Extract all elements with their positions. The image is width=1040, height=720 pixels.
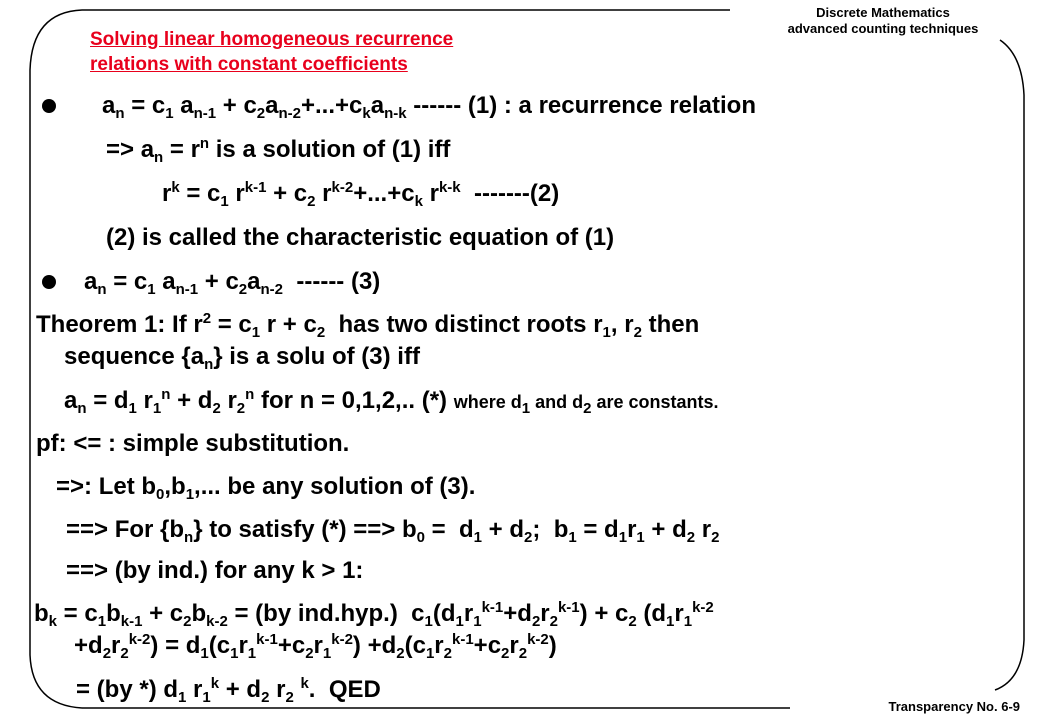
theorem-statement: Theorem 1: If $r^2 = c_1$ $r + c_2$ has two distinct roots $r_1$, $r_2$ then	[36, 310, 700, 341]
proof-line-4: ==> (by ind.) for any k > 1:	[66, 557, 364, 584]
theorem-lead: Theorem 1: If	[36, 311, 187, 338]
solution-condition-text: is a solution of (1) iff	[215, 136, 451, 163]
proof-line-3: ==> For $\{b_n\}$ to satisfy (*) ==> $b_0 = d_1 + d_2$; $b_1 = d_1r_1 + d_2$ $r_2$	[66, 516, 720, 546]
proof-let: =>: Let b	[56, 473, 157, 500]
characteristic-remark-text: (2) is called the characteristic equation of (1)	[106, 224, 615, 251]
bullet-icon	[42, 99, 56, 113]
course-subject: advanced counting techniques	[787, 21, 979, 36]
topic-line-2: relations with constant coefficients	[90, 54, 408, 75]
theorem-seq: sequence {a	[64, 343, 205, 370]
proof-any-solution: be any solution of (3).	[227, 473, 476, 500]
topic-line-1: Solving linear homogeneous recurrence	[90, 29, 454, 50]
characteristic-equation: $r^k = c_1$ $r^{k-1} + c_2$ $r^{k-2}+...+c_k$ $r^{k-k}$ -------(2)	[162, 179, 560, 210]
proof-line-2: =>: Let $b_0,b_1$,... be any solution of (3).	[56, 473, 476, 503]
eq2-tail: -------(2)	[473, 180, 560, 207]
bullet-icon	[42, 275, 56, 289]
proof-satisfy-b: } to satisfy (*) ==> b	[193, 516, 417, 543]
transparency-number: Transparency No. 6-9	[888, 699, 1020, 714]
recurrence-definition: $a_n = c_1$ $a_{n-1} + c_2a_{n-2}+...+c_ka_{n-k}$ ------ (1) : a recurrence relation	[102, 92, 756, 122]
eq1-tail: ------ (1) : a recurrence relation	[413, 92, 756, 119]
solution-condition: => $a_n = r^n$ is a solution of (1) iff	[106, 135, 451, 166]
course-title: Discrete Mathematics	[816, 5, 950, 20]
eq3-tail: ------ (3)	[296, 268, 381, 295]
constants-note-b: and d	[535, 392, 584, 412]
bk-derivation-cont: $+d_2r_2^{k-2}) = d_1(c_1r_1^{k-1}+c_2r_1^{k-2}) +d_2(c_1r_2^{k-1}+c_2r_2^{k-2})$	[74, 631, 557, 662]
general-solution: $a_n = d_1$ $r_1^n + d_2$ $r_2^n$ for n = 0,1,2,.. (*) where $d_1$ and $d_2$ are constants.	[64, 386, 719, 417]
theorem-then: then	[648, 311, 700, 338]
qed-mark: QED	[328, 676, 381, 703]
slide-topic	[90, 27, 453, 77]
theorem-mid: has two distinct roots r	[338, 311, 603, 338]
proof-line-1: pf: <= : simple substitution.	[36, 430, 350, 457]
characteristic-remark	[84, 224, 614, 252]
bk-hyp: = (by ind.hyp.)	[234, 600, 398, 627]
proof-satisfy-a: ==> For {b	[66, 516, 185, 543]
bk-derivation: $b_k = c_1b_{k-1} + c_2b_{k-2} = (by$ ind.hyp.) $c_1(d_1r_1^{k-1}+d_2r_2^{k-1}) + c_2$ ($d_1r_1^{k-2}$	[34, 599, 714, 630]
general-solution-range: for n = 0,1,2,.. (*)	[260, 387, 448, 414]
theorem-seq-tail: } is a solu of (3) iff	[213, 343, 420, 370]
constants-note-a: where d	[453, 392, 522, 412]
qed-lead: = (by *)	[76, 676, 157, 703]
course-header	[738, 5, 1028, 37]
qed-line: = (by *) $d_1$ $r_1^k + d_2$ $r_2$ $^k$. QED	[76, 675, 381, 706]
constants-note-c: are constants.	[596, 392, 719, 412]
theorem-statement-cont: sequence $\{a_n\}$ is a solu of (3) iff	[64, 343, 420, 373]
second-order-recurrence: $a_n = c_1$ $a_{n-1} + c_2a_{n-2}$ ------ (3)	[84, 268, 381, 298]
